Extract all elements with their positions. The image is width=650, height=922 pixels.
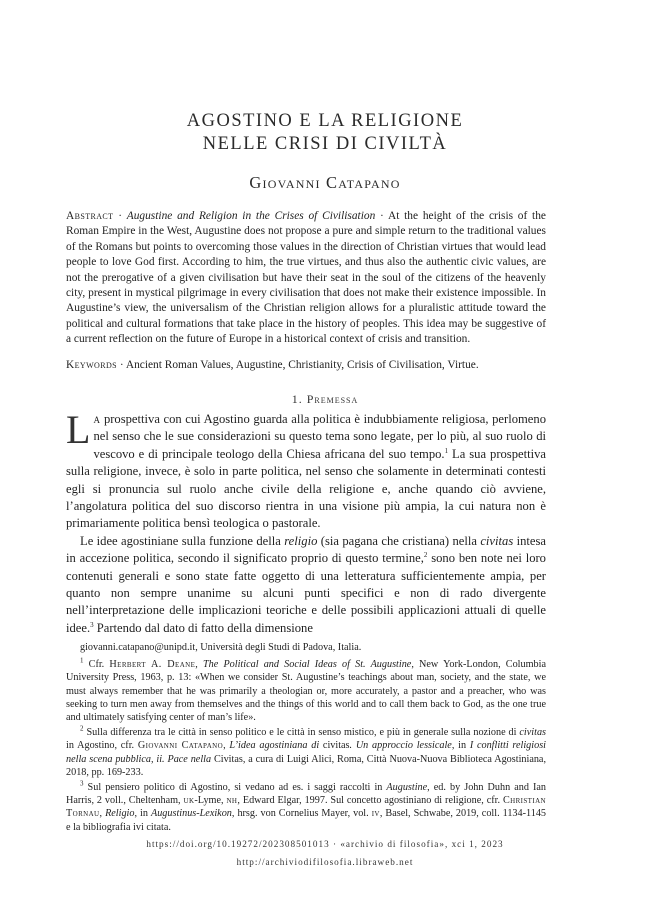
footnote-2	[66, 726, 546, 779]
footnote-3	[66, 781, 546, 834]
footnote-text: ,	[99, 808, 106, 820]
cited-title: civitas	[322, 740, 350, 752]
footnote-marker[interactable]: 1	[444, 446, 449, 455]
small-caps-text: uk	[183, 795, 195, 807]
article-title-line-2: NELLE CRISI DI CIVILTÀ	[202, 134, 448, 154]
italic-term: civitas	[519, 727, 546, 739]
footnote-text: , ed. by John Duhn and Ian Harris, 2 voll., Cheltenham,	[66, 782, 546, 807]
cited-author: Herbert A. Deane	[109, 659, 196, 671]
author-affiliation: giovanni.catapano@unipd.it, Università degli Studi di Padova, Italia.	[80, 642, 362, 653]
first-word-rest: a	[93, 412, 101, 426]
footnote-text: , in	[134, 808, 151, 820]
paragraph-text: prospettiva con cui Agostino guarda alla politica è indubbiamente religiosa, perlomeno nel senso che le sue considerazioni su questo tema sono legate, per lo più, al suo ruolo di vescovo e di principale teologo della Chiesa africana del suo tempo.	[93, 412, 546, 461]
footnote-1	[66, 658, 546, 724]
footnote-number: 3	[80, 779, 84, 788]
paragraph	[66, 407, 546, 533]
footnote-marker[interactable]: 3	[90, 620, 94, 629]
journal-url[interactable]: http://archiviodifilosofia.libraweb.net	[236, 857, 414, 867]
paragraph-text: (sia pagana che cristiana) nella	[317, 533, 481, 548]
cited-title: L’idea agostiniana di	[229, 740, 323, 752]
footnotes	[66, 641, 546, 836]
cited-title: Augustine	[386, 782, 428, 794]
small-caps-text: iv	[371, 808, 380, 820]
keywords	[66, 358, 546, 373]
body-text	[66, 407, 546, 637]
footnote-text: , Basel, Schwabe, 2019, coll. 1134-1145 e la bibliografia ivi citata.	[66, 808, 547, 833]
footnote-text: in Agostino, cfr.	[66, 740, 138, 752]
section-heading: 1. Premessa	[291, 392, 359, 406]
cited-title: Augustinus-Lexikon	[150, 808, 232, 820]
paragraph-text: intesa in accezione politica, secondo il significato proprio di questo termine,	[66, 533, 546, 566]
abstract-separator: ·	[113, 210, 127, 222]
drop-cap: L	[66, 407, 91, 452]
paragraph-text: Partendo dal dato di fatto della dimensione	[93, 620, 313, 635]
footnote-text: Sulla differenza tra le città in senso politico e le città in senso mistico, e più in generale sulla nozione di	[83, 727, 520, 739]
footnote-number: 2	[80, 724, 84, 733]
footnote-text: , in	[451, 740, 470, 752]
footnote-text: Sul pensiero politico di Agostino, si vedano ad es. i saggi raccolti in	[83, 782, 387, 794]
abstract	[66, 209, 546, 348]
keywords-separator: ·	[116, 359, 126, 371]
article-title-line-1: AGOSTINO E LA RELIGIONE	[186, 111, 464, 131]
abstract-title: Augustine and Religion in the Crises of Civilisation	[126, 210, 376, 222]
footnote-text: , a cura di Luigi Alici, Roma, Città Nuova-Nuova Biblioteca Agostiniana, 2018, pp. 169-233.	[66, 753, 547, 778]
small-caps-text: nh	[226, 795, 238, 807]
paragraph-text: sono ben note nei loro contenuti generali e sono state fatte oggetto di una letteratura sufficientemente ampia, per quanto non sempre unanime su alcuni punti specifici e non di rado divergente nell’interpretazione delle implicazioni teoriche e delle possibili applicazioni attuali di quelle idee.	[66, 551, 546, 635]
footnote-marker[interactable]: 2	[423, 551, 428, 560]
paragraph-text: Le idee agostiniane sulla funzione della	[80, 533, 285, 548]
paragraph-text: La sua prospettiva sulla religione, invece, è solo in parte politica, nel senso che solamente in determinati contesti egli si pronuncia sul ruolo anche civile della religione e, anche quando ciò avviene, l’angolatura politica del suo discorso rientra in una visione più ampia, la cui natura non è primariamente politica bensì teologica o pastorale.	[66, 446, 546, 531]
italic-term: religio	[284, 533, 318, 548]
cited-title: The Political and Social Ideas of St. Augustine	[203, 659, 412, 671]
footnote-text: Cfr.	[83, 659, 110, 671]
cited-title: Civitas	[213, 753, 243, 765]
footnote-text: , Edward Elgar, 1997. Sul concetto agostiniano di religione, cfr.	[237, 795, 503, 807]
abstract-text: At the height of the crisis of the Roman Empire in the West, Augustine does not propose a pure and simple return to the traditional values of the Romans but points to overcoming those values in the direction of Christian virtues that would lead people to love God first. According to him, the true virtues, and thus also the authentic civic values, are not the prerogative of a given civilisation but have their seat in the soul of the citizens of the heavenly city, present in mystical pilgrimage in every civilisation that does not make their existence impossible. In Augustine’s view, the universalism of the Christian religion allows for a pluralistic attitude toward the political and cultural formations that take place in the history of peoples. This idea may be suggestive of a current reflection on the future of Europe in a historical context of crisis and transition.	[66, 210, 546, 346]
abstract-label: Abstract	[66, 210, 114, 222]
cited-title: Religio	[105, 808, 135, 820]
footnote-number: 1	[80, 656, 84, 665]
cited-author: Christian Tornau	[66, 795, 546, 820]
italic-term: civitas	[480, 533, 514, 548]
cited-title: I conflitti religiosi nella scena pubblica, ii. Pace nella	[66, 740, 546, 765]
cited-title: . Un approccio lessicale	[349, 740, 452, 752]
doi-line[interactable]: https://doi.org/10.19272/202308501013 · «archivio di filosofia», xci 1, 2023	[146, 839, 504, 849]
footnote-text: ,	[223, 740, 230, 752]
abstract-separator: ·	[375, 210, 388, 222]
author-name: Giovanni Catapano	[249, 173, 401, 192]
keywords-text: Ancient Roman Values, Augustine, Christianity, Crisis of Civilisation, Virtue.	[125, 359, 479, 371]
footnote-text: , hrsg. von Cornelius Mayer, vol.	[231, 808, 372, 820]
paragraph	[66, 533, 546, 637]
footnote-text: ,	[195, 659, 203, 671]
keywords-label: Keywords	[66, 359, 117, 371]
footnote-text: -Lyme,	[194, 795, 227, 807]
footnote-text: , New York-London, Columbia University Press, 1963, p. 13: «When we consider St. Augustine’s teachings about man, society, and the state, we must always remember that he was primarily a theologian or, more accurately, a pastor and a preacher, who was seeking to turn men away from themselves and the things of this world and to call them back to God, as the one true and ultimately satisfying center of man’s life».	[66, 659, 546, 724]
cited-author: Giovanni Catapano	[137, 740, 224, 752]
